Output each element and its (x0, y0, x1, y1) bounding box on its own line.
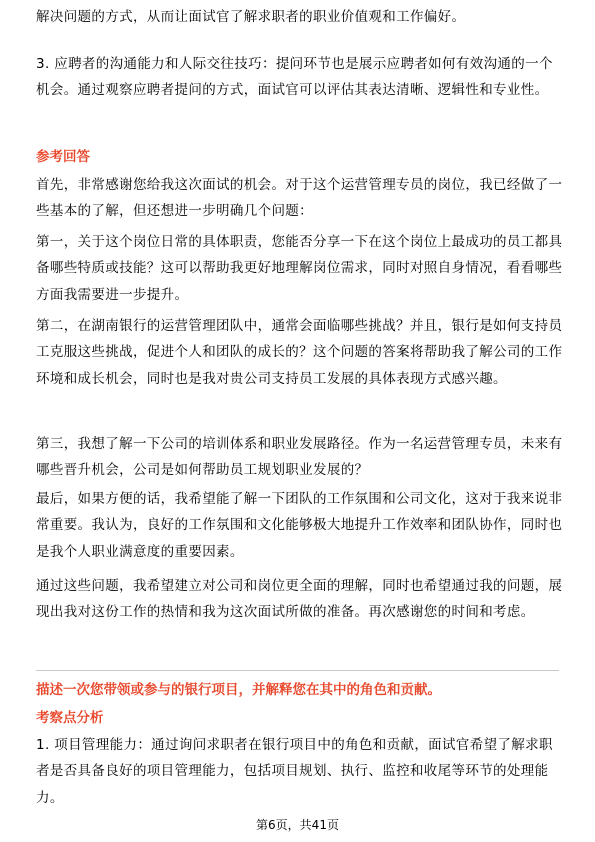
paragraph-analysis-point-3: 3. 应聘者的沟通能力和人际交往技巧：提问环节也是展示应聘者如何有效沟通的一个机会。通过观察应聘者提问的方式，面试官可以评估其表达清晰、逻辑性和专业性。 (36, 56, 553, 99)
paragraph-answer-closing: 通过这些问题，我希望建立对公司和岗位更全面的理解，同时也希望通过我的问题，展现出我对这份工作的热情和我为这次面试所做的准备。再次感谢您的时间和考虑。 (36, 578, 563, 621)
paragraph-answer-first: 第一，关于这个岗位日常的具体职责，您能否分享一下在这个岗位上最成功的员工都具备哪些特质或技能？这可以帮助我更好地理解岗位需求，同时对照自身情况，看看哪些方面我需要进一步提升。 (36, 234, 563, 303)
question-heading: 描述一次您带领或参与的银行项目，并解释您在其中的角色和贡献。 (36, 682, 441, 698)
paragraph-answer-third: 第三，我想了解一下公司的培训体系和职业发展路径。作为一名运营管理专员，未来有哪些晋升机会，公司是如何帮助员工规划职业发展的？ (36, 436, 563, 479)
paragraph-project-management: 1. 项目管理能力：通过询问求职者在银行项目中的角色和贡献，面试官希望了解求职者是否具备良好的项目管理能力，包括项目规划、执行、监控和收尾等环节的处理能力。 (36, 737, 553, 806)
section-divider (36, 670, 559, 671)
paragraph-answer-last: 最后，如果方便的话，我希望能了解一下团队的工作氛围和公司文化，这对于我来说非常重要。我认为，良好的工作氛围和文化能够极大地提升工作效率和团队协作，同时也是我个人职业满意度的重要因素。 (36, 491, 563, 560)
paragraph-answer-opening: 首先，非常感谢您给我这次面试的机会。对于这个运营管理专员的岗位，我已经做了一些基本的了解，但还想进一步明确几个问题： (36, 177, 563, 220)
paragraph-intro-end: 解决问题的方式，从而让面试官了解求职者的职业价值观和工作偏好。 (36, 9, 466, 25)
page-number-footer: 第6页，共41页 (256, 818, 339, 832)
analysis-heading: 考察点分析 (36, 710, 104, 726)
paragraph-answer-second: 第二，在湖南银行的运营管理团队中，通常会面临哪些挑战？并且，银行是如何支持员工克服这些挑战，促进个人和团队的成长的？这个问题的答案将帮助我了解公司的工作环境和成长机会，同时也是我对贵公司支持员工发展的具体表现方式感兴趣。 (36, 318, 563, 387)
reference-answer-heading: 参考回答 (36, 149, 90, 165)
